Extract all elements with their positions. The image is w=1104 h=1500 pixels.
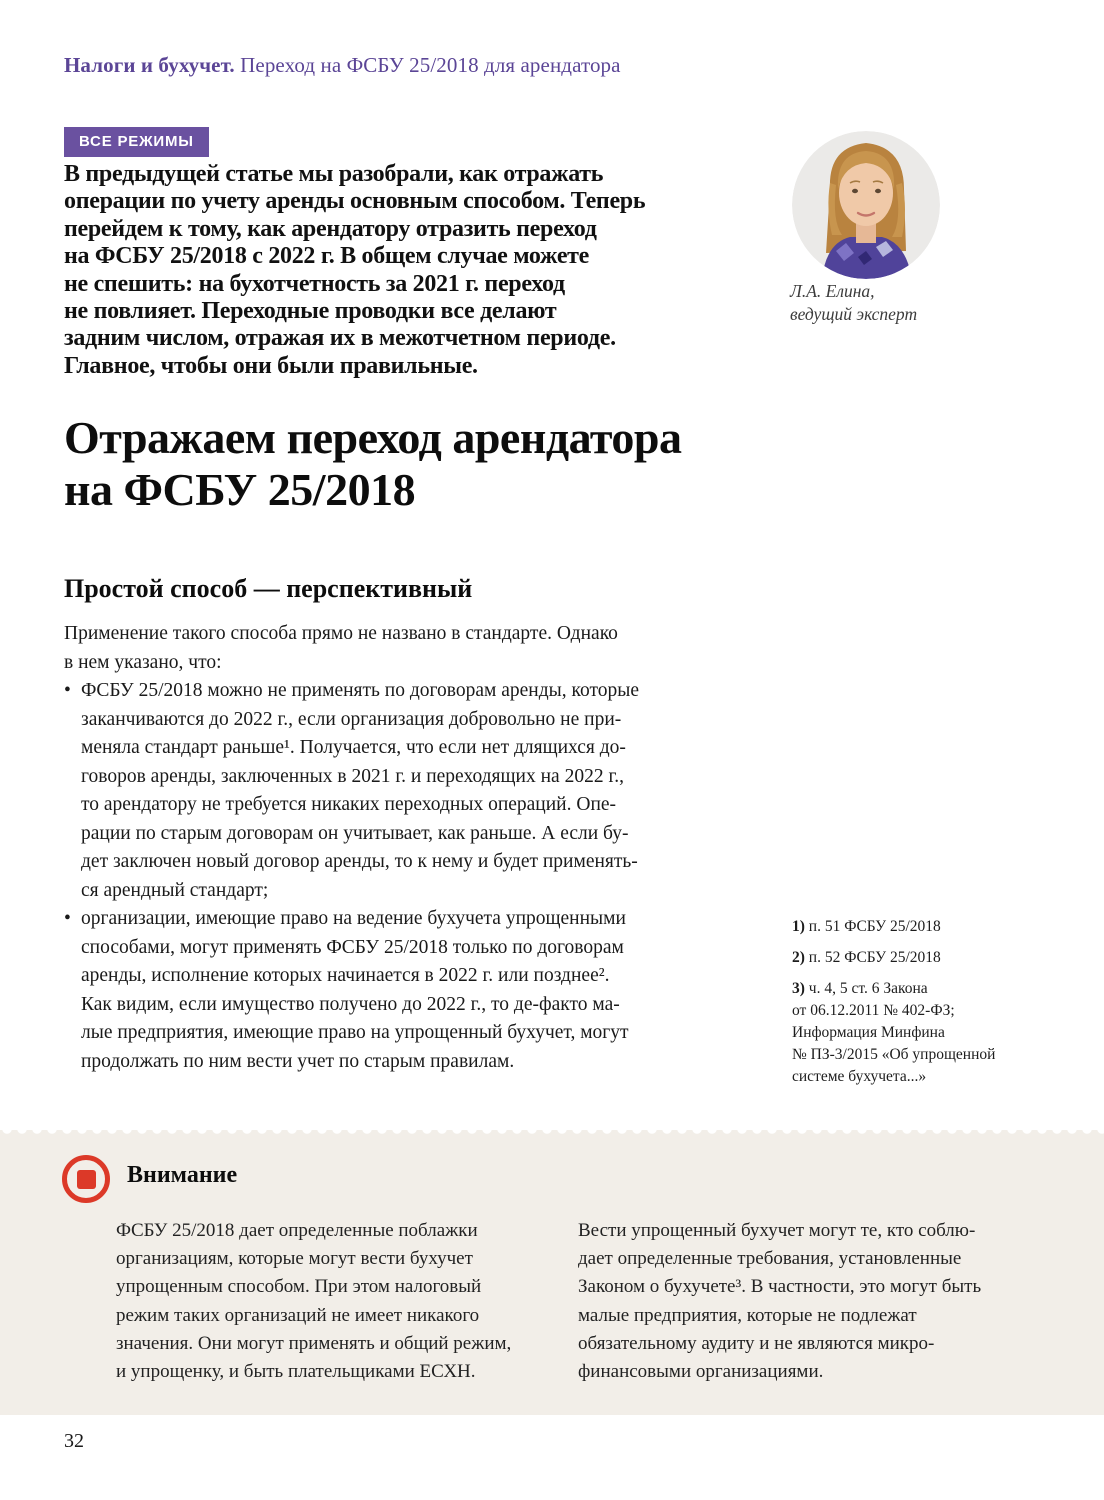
footnote: [792, 947, 1027, 969]
attention-column-right: Вести упрощенный бухучет могут те, кто соблю- дает определенные требования, установленные Законом о бухучете³. В частности, это могут быть малые предприятия, которые не подлежат обязательному аудиту и не являются микро- финансовыми организациями.: [578, 1220, 982, 1383]
kicker-topic: Переход на ФСБУ 25/2018 для арендатора: [234, 53, 621, 77]
bullet-item: [64, 905, 754, 1076]
bullet-text: организации, имеющие право на ведение бухучета упрощенными способами, могут применять ФСБУ 25/2018 только по договорам аренды, исполнение которых начинается в 2022 г. или позднее². Как видим, если имущество получено до 2022 г., то де-факто ма- лые предприятия, имеющие право на упрощенный бухучет, могут продолжать по ним вести учет по старым правилам.: [81, 908, 629, 1072]
section-heading: Простой способ — перспективный: [64, 574, 473, 603]
footnote: [792, 916, 1027, 938]
footnotes-sidebar: [792, 916, 1027, 1097]
bullet-text: ФСБУ 25/2018 можно не применять по договорам аренды, которые заканчиваются до 2022 г., если организация добровольно не при- меняла стандарт раньше¹. Получается, что если нет длящихся до- говоров аренды, заключенных в 2021 г. и переходящих на 2022 г., то арендатору не требуется никаких переходных операций. Опе- рации по старым договорам он учитывает, как раньше. А если бу- дет заключен новый договор аренды, то к нему и будет применять- ся арендный стандарт;: [81, 680, 640, 901]
page-number: 32: [64, 1430, 84, 1452]
lead-paragraph: В предыдущей статье мы разобрали, как отражать операции по учету аренды основным способом. Теперь перейдем к тому, как арендатору отразить переход на ФСБУ 25/2018 с 2022 г. В общем случае можете не спешить: на бухотчетность за 2021 г. переход не повлияет. Переходные проводки все делают задним числом, отражая их в межотчетном периоде. Главное, чтобы они были правильные.: [64, 161, 646, 379]
author-caption: Л.А. Елина, ведущий эксперт: [790, 281, 918, 324]
regime-badge: ВСЕ РЕЖИМЫ: [64, 127, 209, 157]
footnote-marker: 2): [792, 949, 805, 966]
author-portrait-illustration: [792, 131, 940, 279]
attention-column-left: ФСБУ 25/2018 дает определенные поблажки организациям, которые могут вести бухучет упрощенным способом. При этом налоговый режим таких организаций не имеет никакого значения. Они могут применять и общий режим, и упрощенку, и быть плательщиками ЕСХН.: [116, 1220, 512, 1383]
body-column: [64, 620, 754, 1076]
bullet-item: [64, 677, 754, 905]
section-intro: Применение такого способа прямо не названо в стандарте. Однако в нем указано, что:: [64, 623, 618, 673]
footnote-marker: 3): [792, 980, 805, 997]
kicker-brand: Налоги и бухучет.: [64, 53, 235, 77]
author-photo: [792, 131, 940, 279]
footnote-text: п. 52 ФСБУ 25/2018: [808, 949, 941, 966]
bullet-marker: •: [64, 908, 71, 929]
attention-panel: [0, 1130, 1104, 1415]
attention-icon: [62, 1155, 110, 1203]
bullet-marker: •: [64, 680, 71, 701]
footnote-marker: 1): [792, 918, 805, 935]
footnote-text: ч. 4, 5 ст. 6 Закона от 06.12.2011 № 402-ФЗ; Информация Минфина № ПЗ-3/2015 «Об упрощенной системе бухучета...»: [792, 980, 996, 1085]
footnote-text: п. 51 ФСБУ 25/2018: [808, 918, 941, 935]
kicker: [64, 53, 621, 78]
attention-heading: Внимание: [127, 1162, 238, 1188]
footnote: [792, 978, 1027, 1088]
article-title: Отражаем переход арендатора на ФСБУ 25/2018: [64, 412, 682, 515]
